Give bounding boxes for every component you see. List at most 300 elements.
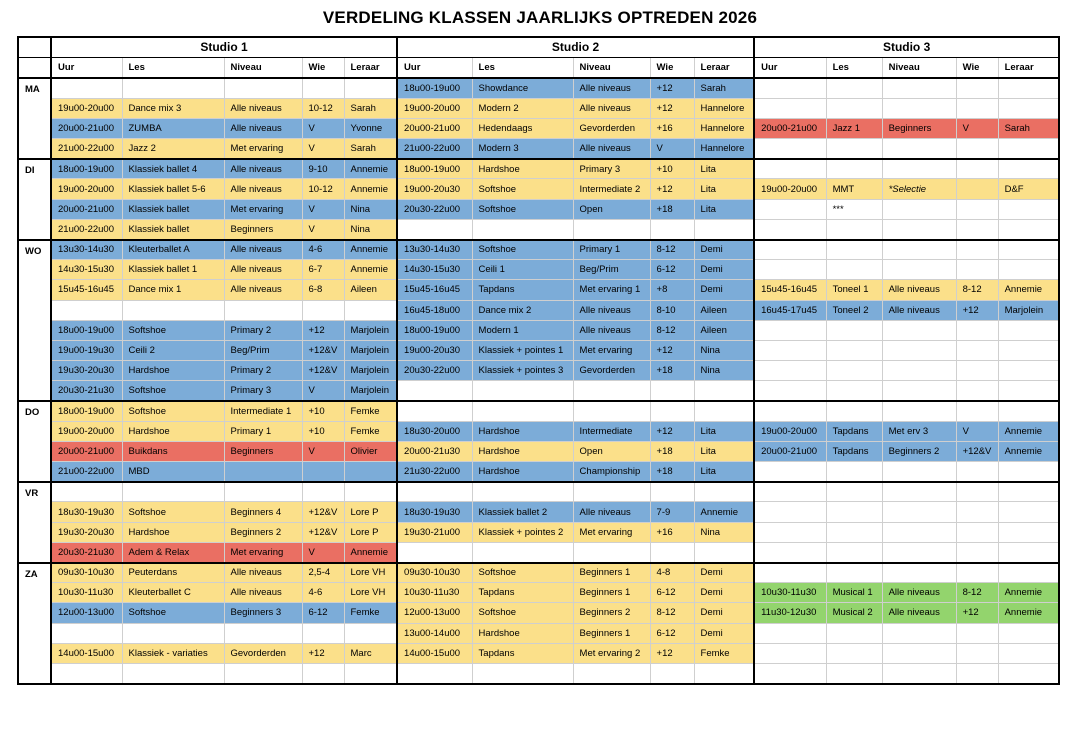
cell-leraar: Marjolein: [344, 320, 397, 340]
cell-les: [826, 240, 882, 260]
cell-wie: [956, 502, 998, 522]
cell-niveau: [882, 219, 956, 239]
cell-leraar: [344, 663, 397, 683]
cell-niveau: Championship: [573, 462, 650, 482]
cell-les: [826, 482, 882, 502]
cell-les: Hardshoe: [122, 421, 224, 441]
cell-uur: 19u00-20u00: [51, 98, 122, 118]
cell-niveau: Met ervaring: [573, 522, 650, 542]
cell-leraar: [998, 643, 1059, 663]
cell-wie: [650, 381, 694, 401]
cell-leraar: Demi: [694, 623, 754, 643]
cell-uur: 19u30-20u30: [51, 522, 122, 542]
cell-uur: [397, 401, 472, 421]
cell-leraar: [998, 542, 1059, 562]
cell-wie: +12: [650, 98, 694, 118]
cell-wie: [956, 98, 998, 118]
cell-niveau: [882, 381, 956, 401]
cell-leraar: [694, 219, 754, 239]
cell-uur: 15u45-16u45: [397, 280, 472, 300]
cell-wie: [956, 462, 998, 482]
cell-wie: V: [302, 381, 344, 401]
cell-uur: [754, 542, 826, 562]
cell-wie: 10-12: [302, 179, 344, 199]
cell-uur: [397, 482, 472, 502]
cell-niveau: Alle niveaus: [224, 260, 302, 280]
table-row: [18, 179, 1059, 199]
cell-uur: 21u00-22u00: [51, 139, 122, 159]
cell-niveau: Met ervaring 1: [573, 280, 650, 300]
cell-uur: [754, 260, 826, 280]
cell-niveau: Alle niveaus: [573, 78, 650, 98]
cell-niveau: Alle niveaus: [882, 280, 956, 300]
cell-wie: 6-12: [650, 623, 694, 643]
table-row: [18, 381, 1059, 401]
table-row: [18, 563, 1059, 583]
cell-niveau: [573, 542, 650, 562]
cell-wie: 6-12: [302, 603, 344, 623]
cell-wie: [956, 320, 998, 340]
cell-uur: 10u30-11u30: [51, 583, 122, 603]
cell-niveau: Beginners 1: [573, 583, 650, 603]
cell-uur: 20u30-22u00: [397, 361, 472, 381]
cell-uur: [51, 300, 122, 320]
cell-les: Ceili 1: [472, 260, 573, 280]
cell-uur: [51, 78, 122, 98]
cell-leraar: Hannelore: [694, 98, 754, 118]
cell-leraar: Annemie: [998, 441, 1059, 461]
table-row: [18, 139, 1059, 159]
cell-les: Hardshoe: [472, 441, 573, 461]
cell-niveau: [882, 320, 956, 340]
table-row: [18, 421, 1059, 441]
cell-uur: 19u00-20u00: [754, 421, 826, 441]
cell-niveau: Primary 3: [224, 381, 302, 401]
column-header-leraar: Leraar: [344, 57, 397, 78]
cell-les: Tapdans: [826, 441, 882, 461]
cell-leraar: Demi: [694, 583, 754, 603]
cell-wie: +18: [650, 462, 694, 482]
cell-les: Dance mix 3: [122, 98, 224, 118]
cell-niveau: Beg/Prim: [573, 260, 650, 280]
cell-niveau: Met ervaring: [573, 340, 650, 360]
cell-wie: [956, 340, 998, 360]
column-header-wie: Wie: [650, 57, 694, 78]
cell-uur: 15u45-16u45: [51, 280, 122, 300]
cell-niveau: [573, 482, 650, 502]
table-row: [18, 623, 1059, 643]
cell-niveau: [882, 159, 956, 179]
cell-les: Ceili 2: [122, 340, 224, 360]
cell-wie: +12: [956, 300, 998, 320]
column-header-uur: Uur: [51, 57, 122, 78]
cell-les: Softshoe: [122, 381, 224, 401]
cell-les: Softshoe: [472, 179, 573, 199]
cell-uur: [754, 340, 826, 360]
cell-uur: [754, 663, 826, 683]
cell-leraar: Marjolein: [998, 300, 1059, 320]
cell-les: [826, 462, 882, 482]
cell-les: [826, 320, 882, 340]
cell-leraar: Annemie: [998, 583, 1059, 603]
table-row: [18, 199, 1059, 219]
cell-wie: [956, 623, 998, 643]
cell-uur: 20u00-21u00: [754, 441, 826, 461]
cell-les: [472, 482, 573, 502]
cell-niveau: [882, 643, 956, 663]
cell-uur: [754, 502, 826, 522]
cell-uur: [754, 159, 826, 179]
cell-les: Klassiek ballet: [122, 219, 224, 239]
cell-uur: [754, 98, 826, 118]
cell-les: [826, 401, 882, 421]
cell-les: Klassiek + pointes 3: [472, 361, 573, 381]
cell-niveau: Beginners 3: [224, 603, 302, 623]
day-label: ZA: [18, 563, 51, 684]
cell-niveau: Alle niveaus: [573, 300, 650, 320]
cell-uur: 12u00-13u00: [51, 603, 122, 623]
cell-leraar: [344, 623, 397, 643]
cell-wie: +12&V: [302, 522, 344, 542]
cell-leraar: [998, 159, 1059, 179]
cell-les: Modern 1: [472, 320, 573, 340]
cell-les: [826, 623, 882, 643]
corner-cell: [18, 57, 51, 78]
column-header-leraar: Leraar: [998, 57, 1059, 78]
cell-les: [826, 219, 882, 239]
cell-niveau: Beginners 1: [573, 623, 650, 643]
cell-niveau: *Selectie: [882, 179, 956, 199]
cell-les: [826, 663, 882, 683]
cell-niveau: [882, 78, 956, 98]
cell-les: ZUMBA: [122, 118, 224, 138]
cell-les: [472, 663, 573, 683]
cell-uur: [754, 401, 826, 421]
cell-les: Hardshoe: [472, 623, 573, 643]
cell-uur: [397, 381, 472, 401]
table-row: [18, 401, 1059, 421]
cell-niveau: Alle niveaus: [573, 98, 650, 118]
cell-wie: 6-12: [650, 583, 694, 603]
cell-les: Softshoe: [122, 502, 224, 522]
cell-wie: [302, 623, 344, 643]
cell-leraar: Femke: [344, 421, 397, 441]
cell-wie: +12: [650, 643, 694, 663]
cell-uur: [397, 542, 472, 562]
cell-wie: V: [302, 139, 344, 159]
cell-les: Dance mix 2: [472, 300, 573, 320]
cell-leraar: [998, 78, 1059, 98]
cell-niveau: Beginners 4: [224, 502, 302, 522]
cell-wie: 8-12: [956, 583, 998, 603]
cell-uur: 21u30-22u00: [397, 462, 472, 482]
cell-les: [472, 542, 573, 562]
cell-les: [826, 340, 882, 360]
cell-niveau: [573, 381, 650, 401]
cell-niveau: Alle niveaus: [573, 139, 650, 159]
cell-les: [826, 563, 882, 583]
studio-header: Studio 2: [397, 37, 754, 57]
cell-les: Adem & Relax: [122, 542, 224, 562]
cell-uur: [754, 199, 826, 219]
cell-les: [826, 98, 882, 118]
cell-les: [122, 663, 224, 683]
cell-niveau: Alle niveaus: [224, 240, 302, 260]
cell-leraar: Annemie: [998, 421, 1059, 441]
cell-niveau: Primary 2: [224, 361, 302, 381]
cell-les: MBD: [122, 462, 224, 482]
cell-les: Dance mix 1: [122, 280, 224, 300]
cell-niveau: Beg/Prim: [224, 340, 302, 360]
cell-leraar: Nina: [694, 522, 754, 542]
cell-wie: [956, 179, 998, 199]
cell-wie: [956, 401, 998, 421]
cell-wie: [956, 563, 998, 583]
cell-leraar: Sarah: [694, 78, 754, 98]
cell-niveau: Alle niveaus: [224, 159, 302, 179]
cell-wie: [956, 199, 998, 219]
cell-uur: 19u30-21u00: [397, 522, 472, 542]
cell-uur: 19u00-20u00: [397, 98, 472, 118]
cell-niveau: Alle niveaus: [224, 179, 302, 199]
cell-wie: +12&V: [956, 441, 998, 461]
cell-uur: 19u00-20u00: [51, 421, 122, 441]
cell-wie: +12: [302, 643, 344, 663]
cell-wie: +12&V: [302, 361, 344, 381]
cell-uur: 14u00-15u00: [397, 643, 472, 663]
cell-uur: 09u30-10u30: [51, 563, 122, 583]
table-row: [18, 462, 1059, 482]
table-row: [18, 300, 1059, 320]
cell-uur: 21u00-22u00: [397, 139, 472, 159]
cell-niveau: Beginners 1: [573, 563, 650, 583]
cell-leraar: Marjolein: [344, 381, 397, 401]
cell-wie: [956, 240, 998, 260]
cell-les: [826, 139, 882, 159]
cell-wie: 4-6: [302, 583, 344, 603]
cell-les: Hardshoe: [472, 421, 573, 441]
corner-cell: [18, 37, 51, 57]
column-header-wie: Wie: [302, 57, 344, 78]
cell-les: Tapdans: [472, 280, 573, 300]
cell-leraar: [344, 462, 397, 482]
cell-leraar: Hannelore: [694, 139, 754, 159]
cell-wie: V: [302, 118, 344, 138]
cell-wie: [302, 663, 344, 683]
day-label: MA: [18, 78, 51, 159]
cell-wie: 8-12: [650, 240, 694, 260]
cell-uur: [754, 139, 826, 159]
column-header-uur: Uur: [397, 57, 472, 78]
cell-uur: [397, 663, 472, 683]
cell-niveau: Open: [573, 441, 650, 461]
cell-leraar: Aileen: [694, 320, 754, 340]
cell-wie: 4-6: [302, 240, 344, 260]
cell-uur: [754, 320, 826, 340]
table-row: [18, 118, 1059, 138]
cell-wie: +12: [650, 179, 694, 199]
cell-les: [826, 361, 882, 381]
cell-leraar: [998, 139, 1059, 159]
table-row: [18, 542, 1059, 562]
cell-niveau: [882, 563, 956, 583]
cell-niveau: Primary 1: [224, 421, 302, 441]
cell-les: Toneel 1: [826, 280, 882, 300]
cell-niveau: [882, 542, 956, 562]
cell-leraar: [998, 199, 1059, 219]
table-row: [18, 98, 1059, 118]
cell-les: Musical 1: [826, 583, 882, 603]
cell-uur: [397, 219, 472, 239]
cell-wie: 6-12: [650, 260, 694, 280]
cell-les: Jazz 2: [122, 139, 224, 159]
cell-wie: [650, 219, 694, 239]
cell-leraar: [998, 340, 1059, 360]
cell-wie: 8-12: [956, 280, 998, 300]
cell-les: Softshoe: [472, 563, 573, 583]
cell-niveau: [882, 260, 956, 280]
cell-wie: [956, 482, 998, 502]
cell-niveau: Open: [573, 199, 650, 219]
cell-wie: +10: [302, 401, 344, 421]
cell-wie: [650, 401, 694, 421]
cell-leraar: Sarah: [344, 139, 397, 159]
cell-leraar: Femke: [694, 643, 754, 663]
cell-niveau: Primary 2: [224, 320, 302, 340]
cell-uur: 18u00-19u00: [397, 159, 472, 179]
cell-niveau: [882, 502, 956, 522]
cell-niveau: [573, 401, 650, 421]
cell-niveau: Primary 1: [573, 240, 650, 260]
cell-uur: [51, 663, 122, 683]
cell-leraar: [998, 240, 1059, 260]
cell-les: [472, 381, 573, 401]
cell-leraar: Annemie: [344, 179, 397, 199]
cell-niveau: Alle niveaus: [573, 320, 650, 340]
cell-wie: +12&V: [302, 502, 344, 522]
cell-les: Klassiek ballet 1: [122, 260, 224, 280]
cell-niveau: Beginners: [224, 441, 302, 461]
cell-niveau: Intermediate: [573, 421, 650, 441]
cell-niveau: [573, 219, 650, 239]
cell-les: Tapdans: [472, 583, 573, 603]
table-row: [18, 441, 1059, 461]
cell-leraar: Annemie: [344, 240, 397, 260]
cell-uur: 14u30-15u30: [397, 260, 472, 280]
cell-leraar: Demi: [694, 563, 754, 583]
table-row: [18, 603, 1059, 623]
cell-wie: +12: [650, 421, 694, 441]
column-header-wie: Wie: [956, 57, 998, 78]
cell-wie: [956, 139, 998, 159]
cell-wie: [302, 300, 344, 320]
cell-niveau: [882, 361, 956, 381]
cell-uur: 20u30-21u30: [51, 542, 122, 562]
cell-les: Softshoe: [122, 320, 224, 340]
cell-niveau: [224, 623, 302, 643]
column-header-les: Les: [472, 57, 573, 78]
cell-niveau: Alle niveaus: [224, 280, 302, 300]
cell-les: [122, 78, 224, 98]
page-title: VERDELING KLASSEN JAARLIJKS OPTREDEN 2026: [322, 8, 758, 27]
cell-leraar: Lita: [694, 159, 754, 179]
cell-uur: 16u45-17u45: [754, 300, 826, 320]
cell-les: Peuterdans: [122, 563, 224, 583]
cell-les: [122, 623, 224, 643]
cell-leraar: Aileen: [344, 280, 397, 300]
cell-uur: 18u00-19u00: [51, 320, 122, 340]
cell-uur: [754, 219, 826, 239]
cell-niveau: Beginners 2: [882, 441, 956, 461]
cell-les: Klassiek ballet: [122, 199, 224, 219]
cell-leraar: Yvonne: [344, 118, 397, 138]
cell-uur: 14u30-15u30: [51, 260, 122, 280]
schedule-body: [18, 37, 1059, 684]
cell-leraar: [998, 502, 1059, 522]
table-row: [18, 280, 1059, 300]
cell-leraar: [344, 482, 397, 502]
cell-leraar: [998, 482, 1059, 502]
cell-leraar: Annemie: [998, 280, 1059, 300]
cell-wie: [956, 260, 998, 280]
cell-niveau: Beginners 2: [224, 522, 302, 542]
cell-uur: [754, 482, 826, 502]
cell-niveau: [882, 663, 956, 683]
cell-wie: +12: [650, 78, 694, 98]
cell-leraar: Lore P: [344, 522, 397, 542]
cell-niveau: Met ervaring: [224, 139, 302, 159]
cell-les: [826, 643, 882, 663]
cell-uur: [51, 482, 122, 502]
cell-leraar: Demi: [694, 603, 754, 623]
cell-uur: 20u00-21u30: [397, 441, 472, 461]
cell-les: Klassiek + pointes 1: [472, 340, 573, 360]
schedule-table: [17, 36, 1060, 685]
cell-les: Modern 3: [472, 139, 573, 159]
cell-niveau: Gevorderden: [224, 643, 302, 663]
cell-uur: 19u00-20u00: [754, 179, 826, 199]
cell-wie: 6-7: [302, 260, 344, 280]
cell-wie: [956, 643, 998, 663]
cell-les: Softshoe: [122, 401, 224, 421]
cell-les: [472, 219, 573, 239]
cell-les: [826, 381, 882, 401]
cell-niveau: Intermediate 2: [573, 179, 650, 199]
cell-leraar: Lita: [694, 179, 754, 199]
cell-wie: [302, 462, 344, 482]
cell-wie: 10-12: [302, 98, 344, 118]
cell-niveau: Alle niveaus: [882, 300, 956, 320]
cell-wie: [956, 522, 998, 542]
cell-les: Hardshoe: [472, 159, 573, 179]
cell-niveau: [882, 623, 956, 643]
table-row: [18, 663, 1059, 683]
table-row: [18, 583, 1059, 603]
cell-niveau: [882, 340, 956, 360]
cell-uur: 18u00-19u00: [51, 401, 122, 421]
cell-wie: [302, 482, 344, 502]
column-header-niveau: Niveau: [882, 57, 956, 78]
cell-uur: 18u30-19u30: [51, 502, 122, 522]
cell-leraar: Annemie: [344, 260, 397, 280]
cell-leraar: Sarah: [998, 118, 1059, 138]
column-header-les: Les: [826, 57, 882, 78]
cell-uur: [754, 462, 826, 482]
cell-leraar: Olivier: [344, 441, 397, 461]
cell-leraar: Lita: [694, 462, 754, 482]
cell-uur: 10u30-11u30: [754, 583, 826, 603]
cell-leraar: Marjolein: [344, 340, 397, 360]
